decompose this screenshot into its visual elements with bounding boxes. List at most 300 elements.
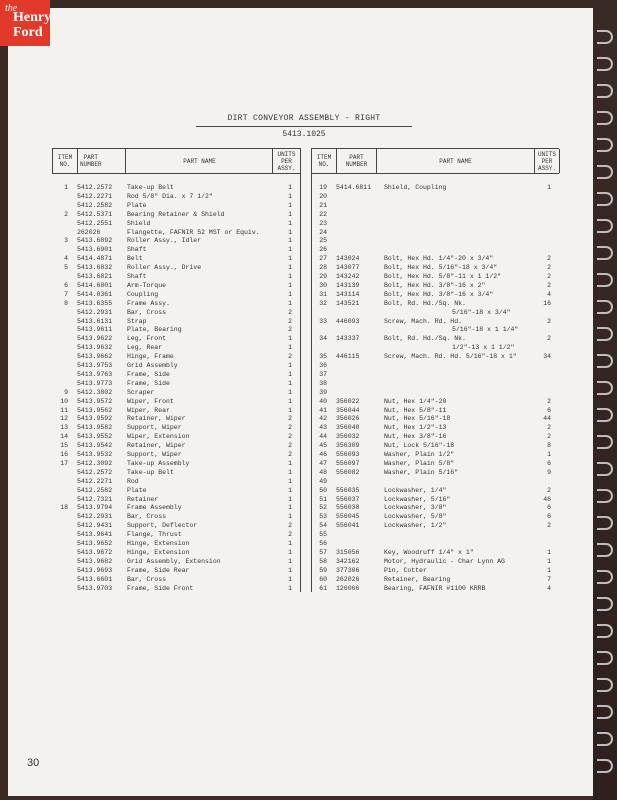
units-per-assy: 2	[288, 531, 292, 539]
units-per-assy: 1	[288, 255, 292, 263]
units-per-assy: 1	[288, 495, 292, 503]
units-per-assy: 2	[547, 273, 551, 280]
table-row	[0, 309, 617, 318]
table-row	[0, 264, 617, 273]
part-name: Frame, Side Rear	[127, 566, 190, 574]
part-number: 556037	[336, 495, 360, 503]
part-number: 5412.2551	[77, 219, 113, 227]
logo-the: the	[5, 3, 18, 14]
part-name: Support, Deflector	[127, 522, 198, 530]
table-row	[0, 576, 617, 585]
item-number: 56	[319, 540, 327, 547]
item-number: 8	[64, 299, 68, 307]
part-name: Hinge, Extension	[127, 548, 190, 556]
item-number: 42	[319, 415, 327, 423]
part-number: 5412.3092	[77, 459, 113, 467]
part-name: Plate, Bearing	[127, 326, 182, 334]
item-number: 39	[319, 388, 327, 396]
table-row	[0, 273, 617, 282]
part-name: Lockwasher, 3/8"	[384, 504, 447, 512]
header-units-right: UNITS PER ASSY.	[535, 149, 560, 173]
item-number: 48	[319, 468, 327, 476]
units-per-assy: 6	[547, 406, 551, 414]
item-number: 45	[319, 442, 327, 450]
units-per-assy: 1	[288, 370, 292, 378]
part-name: Take-up Belt	[127, 184, 174, 191]
part-number: 5413.9611	[77, 326, 113, 334]
units-per-assy: 1	[288, 344, 292, 352]
units-per-assy: 2	[547, 424, 551, 432]
part-name: Lockwasher, 1/4"	[384, 486, 447, 494]
part-name: Flangette, FAFNIR 52 MST or Equiv.	[127, 228, 260, 236]
part-name: Bar, Cross	[127, 575, 167, 583]
part-name: Hinge, Extension	[127, 540, 190, 547]
item-number: 58	[319, 557, 327, 565]
part-name: Lockwasher, 1/2"	[384, 522, 447, 530]
units-per-assy: 44	[543, 415, 551, 423]
table-row	[0, 487, 617, 496]
part-name: Scraper	[127, 388, 155, 396]
item-number: 37	[319, 370, 327, 378]
part-name: Nut, Lock 5/16"-18	[384, 442, 455, 450]
table-row	[0, 353, 617, 362]
binding-ring	[597, 30, 613, 44]
part-name: Plate	[127, 201, 147, 209]
binding-ring	[597, 651, 613, 665]
part-number: 5413.9641	[77, 531, 113, 539]
units-per-assy: 34	[543, 353, 551, 361]
part-name: Shaft	[127, 273, 147, 280]
part-number: 356044	[336, 406, 360, 414]
left-table-header	[52, 148, 300, 174]
title-underline	[196, 126, 412, 127]
table-row	[0, 433, 617, 442]
item-number: 6	[64, 281, 68, 289]
table-row	[0, 398, 617, 407]
item-number: 27	[319, 255, 327, 263]
item-number: 33	[319, 317, 327, 325]
table-row	[0, 229, 617, 238]
table-row	[0, 282, 617, 291]
part-number: 5412.3802	[77, 388, 113, 396]
units-per-assy: 1	[288, 219, 292, 227]
part-number: 342162	[336, 557, 360, 565]
table-row	[0, 237, 617, 246]
part-name: Bar, Cross	[127, 513, 167, 521]
part-number: 356309	[336, 442, 360, 450]
units-per-assy: 2	[547, 522, 551, 530]
header-part-number-right: PART NUMBER	[337, 149, 377, 173]
units-per-assy: 2	[547, 397, 551, 405]
part-number: 126066	[336, 584, 360, 592]
part-number: 356022	[336, 397, 360, 405]
part-name: Hinge, Frame	[127, 353, 174, 361]
part-number: 5413.6892	[77, 237, 113, 245]
part-name: Grid Assembly	[127, 362, 178, 369]
part-name: Bolt, Hex Hd. 5/16"-18 x 3/4"	[384, 264, 498, 272]
item-number: 40	[319, 397, 327, 405]
item-number: 5	[64, 264, 68, 272]
table-row	[0, 211, 617, 220]
part-number: 5413.9693	[77, 566, 113, 574]
logo-henry: Henry	[13, 10, 52, 25]
part-number: 5413.6355	[77, 299, 113, 307]
binding-ring	[597, 57, 613, 71]
units-per-assy: 1	[288, 290, 292, 298]
item-number: 2	[64, 210, 68, 218]
units-per-assy: 2	[547, 433, 551, 441]
item-number: 1	[64, 184, 68, 191]
item-number: 54	[319, 522, 327, 530]
units-per-assy: 1	[547, 184, 551, 191]
units-per-assy: 8	[547, 442, 551, 450]
part-number: 143024	[336, 255, 360, 263]
units-per-assy: 1	[288, 540, 292, 547]
table-row	[0, 326, 617, 335]
item-number: 25	[319, 237, 327, 245]
part-number: 556041	[336, 522, 360, 530]
part-name: Belt	[127, 255, 143, 263]
item-number: 32	[319, 299, 327, 307]
units-per-assy: 6	[547, 504, 551, 512]
units-per-assy: 2	[288, 308, 292, 316]
units-per-assy: 16	[543, 299, 551, 307]
part-number: 315056	[336, 548, 360, 556]
item-number: 14	[60, 433, 68, 441]
table-row	[0, 415, 617, 424]
units-per-assy: 1	[288, 575, 292, 583]
table-row	[0, 478, 617, 487]
item-number: 47	[319, 459, 327, 467]
binding-ring	[597, 138, 613, 152]
part-number: 5413.9672	[77, 548, 113, 556]
units-per-assy: 1	[288, 406, 292, 414]
part-number: 5412.2582	[77, 486, 113, 494]
part-number: 446115	[336, 353, 360, 361]
units-per-assy: 1	[288, 184, 292, 191]
part-name: Shield	[127, 219, 151, 227]
item-number: 44	[319, 433, 327, 441]
part-number: 5412.2271	[77, 192, 113, 200]
part-number: 143114	[336, 290, 360, 298]
table-row	[0, 567, 617, 576]
table-row	[0, 193, 617, 202]
item-number: 4	[64, 255, 68, 263]
part-number: 5412.2271	[77, 477, 113, 485]
part-number: 5414.6811	[336, 184, 372, 191]
part-number: 5414.0361	[77, 290, 113, 298]
part-number: 356032	[336, 433, 360, 441]
units-per-assy: 1	[288, 566, 292, 574]
part-name: Bar, Cross	[127, 308, 167, 316]
units-per-assy: 1	[288, 584, 292, 592]
part-number: 5413.9763	[77, 370, 113, 378]
table-row	[0, 335, 617, 344]
item-number: 60	[319, 575, 327, 583]
part-name: Bolt, Hex Hd. 1/4"-20 x 3/4"	[384, 255, 494, 263]
part-name: 5/16"-18 x 3/4"	[452, 308, 511, 316]
table-row	[0, 549, 617, 558]
part-name: Shaft	[127, 246, 147, 254]
binding-ring	[597, 705, 613, 719]
item-number: 57	[319, 548, 327, 556]
part-name: Arm-Torque	[127, 281, 167, 289]
part-number: 556045	[336, 513, 360, 521]
table-row	[0, 531, 617, 540]
header-part-name-right: PART NAME	[377, 149, 535, 173]
units-per-assy: 2	[288, 353, 292, 361]
item-number: 30	[319, 281, 327, 289]
part-name: Bolt, Hex Hd. 3/8"-16 x 2"	[384, 281, 486, 289]
part-name: Bearing, FAFNIR #1100 KRRB	[384, 584, 486, 592]
part-number: 143521	[336, 299, 360, 307]
item-number: 46	[319, 451, 327, 458]
item-number: 19	[319, 184, 327, 191]
units-per-assy: 2	[288, 415, 292, 423]
units-per-assy: 1	[288, 468, 292, 476]
part-name: Retainer, Bearing	[384, 575, 451, 583]
part-number: 5413.9562	[77, 406, 113, 414]
units-per-assy: 2	[288, 317, 292, 325]
binding-ring	[597, 678, 613, 692]
units-per-assy: 2	[547, 281, 551, 289]
units-per-assy: 1	[547, 548, 551, 556]
table-row	[0, 513, 617, 522]
part-number: 143077	[336, 264, 360, 272]
item-number: 20	[319, 192, 327, 200]
binding-ring	[597, 165, 613, 179]
part-number: 5414.4871	[77, 255, 113, 263]
part-number: 5412.7321	[77, 495, 113, 503]
item-number: 41	[319, 406, 327, 414]
units-per-assy: 1	[288, 281, 292, 289]
table-row	[0, 451, 617, 460]
part-number: 5413.9682	[77, 557, 113, 565]
units-per-assy: 1	[288, 228, 292, 236]
binding-ring	[597, 759, 613, 773]
part-number: 556097	[336, 459, 360, 467]
part-name: Take-up Assembly	[127, 459, 190, 467]
units-per-assy: 1	[288, 273, 292, 280]
units-per-assy: 1	[547, 557, 551, 565]
table-row	[0, 291, 617, 300]
table-row	[0, 344, 617, 353]
part-number: 5413.9542	[77, 442, 113, 450]
part-name: Washer, Plain 5/16"	[384, 468, 459, 476]
part-name: Pin, Cotter	[384, 566, 427, 574]
part-number: 143242	[336, 273, 360, 280]
part-name: Washer, Plain 5/8"	[384, 459, 455, 467]
table-row	[0, 424, 617, 433]
part-number: 5413.9572	[77, 397, 113, 405]
part-name: Washer, Plain 1/2"	[384, 451, 455, 458]
units-per-assy: 1	[288, 237, 292, 245]
part-name: Strap	[127, 317, 147, 325]
table-row	[0, 371, 617, 380]
part-name: Take-up Belt	[127, 468, 174, 476]
part-name: Roller Assy., Drive	[127, 264, 202, 272]
part-number: 143139	[336, 281, 360, 289]
table-row	[0, 407, 617, 416]
item-number: 31	[319, 290, 327, 298]
units-per-assy: 1	[288, 246, 292, 254]
binding-ring	[597, 597, 613, 611]
table-row	[0, 558, 617, 567]
item-number: 17	[60, 459, 68, 467]
part-name: Nut, Hex 1/4"-20	[384, 397, 447, 405]
item-number: 51	[319, 495, 327, 503]
part-name: Roller Assy., Idler	[127, 237, 202, 245]
units-per-assy: 1	[288, 504, 292, 512]
table-row	[0, 362, 617, 371]
part-name: Leg, Rear	[127, 344, 163, 352]
part-number: 5412.9431	[77, 522, 113, 530]
right-table-header	[311, 148, 559, 174]
header-part-name: PART NAME	[127, 149, 273, 173]
item-number: 43	[319, 424, 327, 432]
units-per-assy: 1	[288, 397, 292, 405]
units-per-assy: 2	[288, 326, 292, 334]
part-number: 5413.9773	[77, 379, 113, 387]
part-name: Support, Wiper	[127, 424, 182, 432]
item-number: 26	[319, 246, 327, 254]
item-number: 16	[60, 451, 68, 458]
part-name: Screw, Mach. Rd. Hd.	[384, 317, 463, 325]
part-number: 5413.6832	[77, 264, 113, 272]
part-number: 5413.6601	[77, 575, 113, 583]
part-name: Flange, Thrust	[127, 531, 182, 539]
binding-ring	[597, 111, 613, 125]
units-per-assy: 46	[543, 495, 551, 503]
part-number: 5413.9703	[77, 584, 113, 592]
part-name: Frame, Side Front	[127, 584, 194, 592]
part-name: Bearing Retainer & Shield	[127, 210, 225, 218]
units-per-assy: 1	[288, 486, 292, 494]
henry-ford-logo	[0, 0, 50, 46]
logo-ford: Ford	[13, 25, 43, 40]
part-name: Frame, Side	[127, 379, 170, 387]
units-per-assy: 1	[288, 210, 292, 218]
assembly-number: 5413.1025	[282, 130, 326, 139]
part-name: Retainer, Wiper	[127, 415, 186, 423]
units-per-assy: 2	[288, 451, 292, 458]
item-number: 49	[319, 477, 327, 485]
units-per-assy: 1	[288, 335, 292, 343]
part-name: Motor, Hydraulic - Char Lynn AG	[384, 557, 505, 565]
part-number: 5413.6901	[77, 246, 113, 254]
part-name: Nut, Hex 1/2"-13	[384, 424, 447, 432]
part-name: Bolt, Hex Hd. 3/8"-16 x 3/4"	[384, 290, 494, 298]
part-number: 5413.9532	[77, 451, 113, 458]
header-item-no-right: ITEM NO.	[312, 149, 337, 173]
item-number: 59	[319, 566, 327, 574]
page-number: 30	[27, 757, 40, 769]
table-row	[0, 522, 617, 531]
part-number: 446093	[336, 317, 360, 325]
item-number: 28	[319, 264, 327, 272]
part-name: 5/16"-18 x 1 1/4"	[452, 326, 519, 334]
part-number: 5413.9662	[77, 353, 113, 361]
item-number: 23	[319, 219, 327, 227]
part-number: 356040	[336, 424, 360, 432]
part-number: 5412.2572	[77, 184, 113, 191]
part-name: Plate	[127, 486, 147, 494]
units-per-assy: 2	[288, 424, 292, 432]
binding-ring	[597, 732, 613, 746]
units-per-assy: 1	[288, 388, 292, 396]
units-per-assy: 2	[547, 486, 551, 494]
units-per-assy: 2	[547, 264, 551, 272]
table-row	[0, 585, 617, 594]
units-per-assy: 2	[288, 433, 292, 441]
item-number: 35	[319, 353, 327, 361]
table-row	[0, 318, 617, 327]
item-number: 3	[64, 237, 68, 245]
item-number: 36	[319, 362, 327, 369]
part-number: 556093	[336, 451, 360, 458]
part-name: Rod	[127, 477, 139, 485]
units-per-assy: 4	[547, 290, 551, 298]
item-number: 55	[319, 531, 327, 539]
units-per-assy: 6	[547, 459, 551, 467]
part-name: Bolt, Rd. Hd./Sq. Nk.	[384, 299, 466, 307]
part-number: 5412.2931	[77, 308, 113, 316]
part-number: 5412.2582	[77, 201, 113, 209]
item-number: 50	[319, 486, 327, 494]
part-number: 5413.6131	[77, 317, 113, 325]
units-per-assy: 1	[288, 264, 292, 272]
part-name: Wiper, Extension	[127, 433, 190, 441]
units-per-assy: 2	[547, 335, 551, 343]
units-per-assy: 7	[547, 575, 551, 583]
part-number: 556038	[336, 504, 360, 512]
item-number: 29	[319, 273, 327, 280]
page-title: DIRT CONVEYOR ASSEMBLY - RIGHT	[227, 114, 381, 123]
units-per-assy: 1	[288, 299, 292, 307]
units-per-assy: 6	[547, 513, 551, 521]
table-row	[0, 220, 617, 229]
part-number: 5413.9753	[77, 362, 113, 369]
part-number: 377306	[336, 566, 360, 574]
item-number: 7	[64, 290, 68, 298]
item-number: 21	[319, 201, 327, 209]
units-per-assy: 1	[288, 201, 292, 209]
part-name: Rod 5/8" Dia. x 7 1/2"	[127, 192, 213, 200]
part-name: Nut, Hex 5/8"-11	[384, 406, 447, 414]
header-units: UNITS PER ASSY.	[273, 149, 301, 173]
table-row	[0, 255, 617, 264]
part-name: Key, Woodruff 1/4" x 1"	[384, 548, 474, 556]
units-per-assy: 9	[547, 468, 551, 476]
table-row	[0, 184, 617, 193]
part-name: Lockwasher, 5/16"	[384, 495, 451, 503]
table-row	[0, 202, 617, 211]
part-name: Coupling	[127, 290, 159, 298]
item-number: 10	[60, 397, 68, 405]
units-per-assy: 4	[547, 584, 551, 592]
part-name: Screw, Mach. Rd. Hd. 5/16"-18 x 1"	[384, 353, 517, 361]
units-per-assy: 1	[547, 451, 551, 458]
part-number: 5413.9632	[77, 344, 113, 352]
table-row	[0, 380, 617, 389]
units-per-assy: 1	[288, 477, 292, 485]
part-name: Support, Wiper	[127, 451, 182, 458]
header-part-number: PART NUMBER	[78, 149, 126, 173]
part-name: Wiper, Rear	[127, 406, 170, 414]
header-item-no: ITEM NO.	[53, 149, 78, 173]
item-number: 11	[60, 406, 68, 414]
part-name: Bolt, Rd. Hd./Sq. Nk.	[384, 335, 466, 343]
